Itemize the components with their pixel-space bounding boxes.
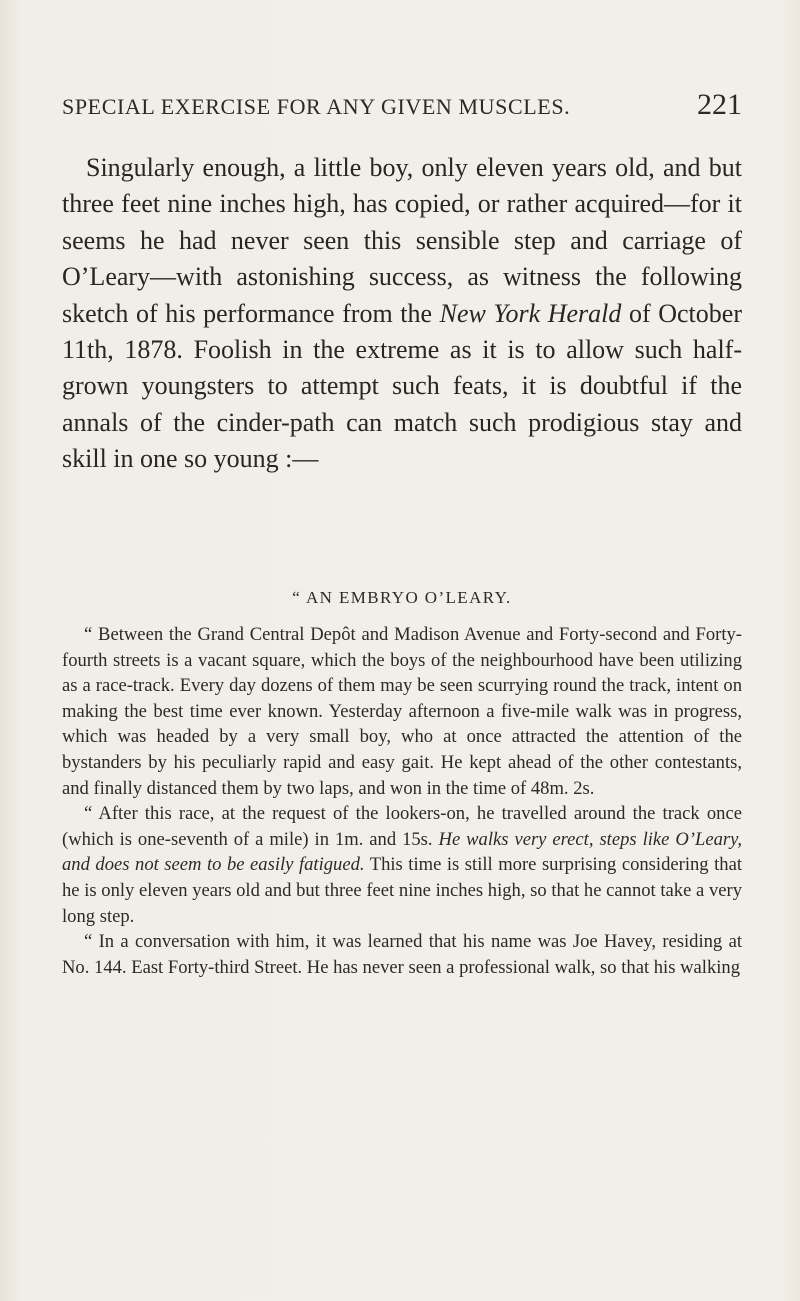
body-text-segment: of October 11th, 1878. Foolish in the extreme as it is to allow such half-grown youngsters to attempt such feats, it is doubtful if the annals of the cinder-path can match such prodigious stay and skill in one so young :— bbox=[62, 298, 742, 474]
quote-text-segment: “ After this race, at the request of the lookers-on, he travelled around the track once (which is one-seventh of a mile) in 1m. and 15s. bbox=[62, 803, 742, 850]
body-paragraph bbox=[62, 150, 742, 478]
body-paragraph-block bbox=[62, 150, 742, 478]
quote-paragraph bbox=[62, 801, 742, 929]
body-text-segment: Singularly enough, a little boy, only eleven years old, and but three feet nine inches high, has copied, or rather acquired—for it seems he had never seen this sensible step and carriage of O’Leary—with astonishing success, as witness the following sketch of his performance from the bbox=[62, 153, 742, 328]
quote-paragraph: “ In a conversation with him, it was learned that his name was Joe Havey, residing at No. 144. East Forty-third Street. He has never seen a professional walk, so that his walking bbox=[62, 931, 742, 978]
running-title: SPECIAL EXERCISE FOR ANY GIVEN MUSCLES. bbox=[62, 94, 571, 119]
page-header bbox=[62, 88, 742, 132]
quote-text-segment: This time is still more surprising considering that he is only eleven years old and but three feet nine inches high, so that he cannot take a very long step. bbox=[62, 854, 742, 927]
quote-heading: “ AN EMBRYO O’LEARY. bbox=[292, 588, 512, 607]
page-number: 221 bbox=[697, 88, 742, 121]
italic-emphasis: He walks very erect, steps like O’Leary, and does not seem to be easily fatigued. bbox=[62, 828, 742, 876]
newspaper-title: New York Herald bbox=[439, 298, 622, 328]
quoted-article bbox=[62, 622, 742, 980]
quote-paragraph: “ Between the Grand Central Depôt and Madison Avenue and Forty-second and Forty-fourth streets is a vacant square, which the boys of the neighbourhood have been utilizing as a race-track. Every day dozens of them may be seen scurrying round the track, intent on making the best time ever known. Yesterday afternoon a five-mile walk was in progress, which was headed by a very small boy, who at once attracted the attention of the bystanders by his peculiarly rapid and easy gait. He kept ahead of the other contestants, and finally distanced them by two laps, and won in the time of 48m. 2s. bbox=[62, 624, 742, 799]
